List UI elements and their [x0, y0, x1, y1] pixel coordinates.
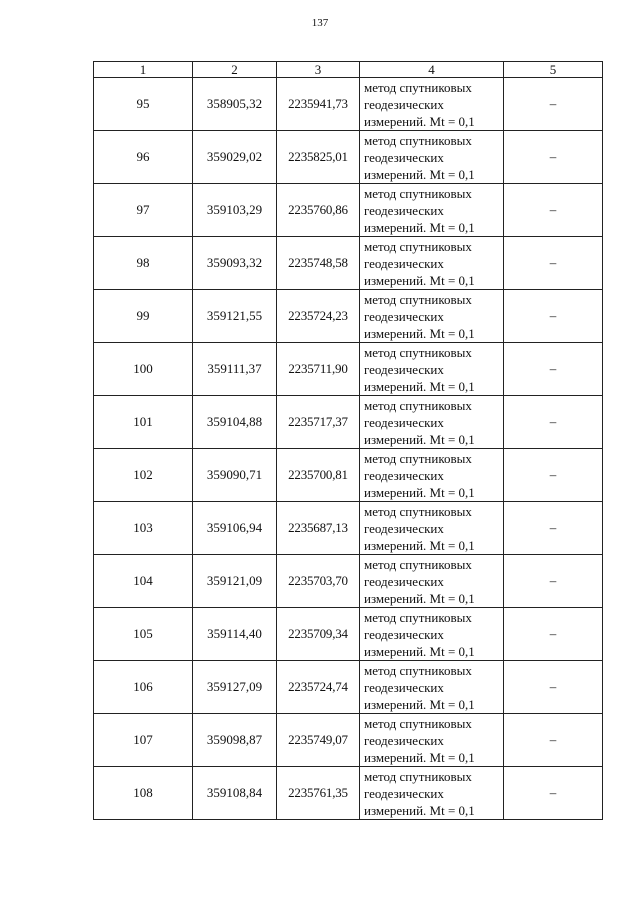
table-row — [94, 184, 603, 237]
method-description — [360, 184, 504, 237]
method-line: измерений. Mt = 0,1 — [364, 643, 475, 659]
coordinate-x: 359106,94 — [193, 502, 277, 555]
method-line: измерений. Mt = 0,1 — [364, 590, 475, 606]
coordinate-x: 359114,40 — [193, 608, 277, 661]
method-line: измерений. Mt = 0,1 — [364, 166, 475, 182]
coordinate-x: 359121,09 — [193, 555, 277, 608]
column-5-value: – — [504, 608, 603, 661]
table-row — [94, 502, 603, 555]
method-line: метод спутниковых — [364, 662, 472, 678]
column-header-2: 2 — [193, 62, 277, 78]
point-number: 104 — [94, 555, 193, 608]
coordinate-x: 359103,29 — [193, 184, 277, 237]
coordinate-x: 359090,71 — [193, 449, 277, 502]
coordinate-y: 2235711,90 — [277, 343, 360, 396]
method-line: метод спутниковых — [364, 291, 472, 307]
coordinate-y: 2235709,34 — [277, 608, 360, 661]
point-number: 95 — [94, 78, 193, 131]
method-line: измерений. Mt = 0,1 — [364, 431, 475, 447]
table-header — [94, 62, 603, 78]
method-line: геодезических — [364, 149, 444, 165]
point-number: 102 — [94, 449, 193, 502]
coordinate-y: 2235717,37 — [277, 396, 360, 449]
column-5-value: – — [504, 767, 603, 820]
table-row — [94, 131, 603, 184]
coordinate-y: 2235761,35 — [277, 767, 360, 820]
method-line: измерений. Mt = 0,1 — [364, 325, 475, 341]
method-description — [360, 237, 504, 290]
column-5-value: – — [504, 290, 603, 343]
coordinate-x: 359108,84 — [193, 767, 277, 820]
point-number: 97 — [94, 184, 193, 237]
column-5-value: – — [504, 449, 603, 502]
method-line: измерений. Mt = 0,1 — [364, 378, 475, 394]
table-row — [94, 449, 603, 502]
table-row — [94, 714, 603, 767]
method-line: измерений. Mt = 0,1 — [364, 802, 475, 818]
method-line: геодезических — [364, 732, 444, 748]
method-line: геодезических — [364, 361, 444, 377]
method-description — [360, 396, 504, 449]
method-line: геодезических — [364, 573, 444, 589]
method-line: геодезических — [364, 308, 444, 324]
method-line: метод спутниковых — [364, 132, 472, 148]
method-line: измерений. Mt = 0,1 — [364, 749, 475, 765]
column-5-value: – — [504, 237, 603, 290]
coordinate-y: 2235941,73 — [277, 78, 360, 131]
method-description — [360, 131, 504, 184]
method-line: метод спутниковых — [364, 556, 472, 572]
coordinate-y: 2235825,01 — [277, 131, 360, 184]
method-line: геодезических — [364, 414, 444, 430]
coordinate-x: 358905,32 — [193, 78, 277, 131]
method-description — [360, 343, 504, 396]
coordinate-x: 359127,09 — [193, 661, 277, 714]
point-number: 99 — [94, 290, 193, 343]
point-number: 106 — [94, 661, 193, 714]
column-5-value: – — [504, 502, 603, 555]
coordinate-y: 2235687,13 — [277, 502, 360, 555]
coordinate-x: 359029,02 — [193, 131, 277, 184]
method-line: метод спутниковых — [364, 609, 472, 625]
column-5-value: – — [504, 714, 603, 767]
method-description — [360, 767, 504, 820]
point-number: 105 — [94, 608, 193, 661]
coordinates-table — [93, 61, 603, 820]
column-5-value: – — [504, 78, 603, 131]
column-5-value: – — [504, 396, 603, 449]
table-body — [94, 78, 603, 820]
coordinate-y: 2235700,81 — [277, 449, 360, 502]
table-row — [94, 290, 603, 343]
method-description — [360, 714, 504, 767]
column-header-3: 3 — [277, 62, 360, 78]
table-row — [94, 608, 603, 661]
table-row — [94, 78, 603, 131]
column-header-4: 4 — [360, 62, 504, 78]
coordinate-y: 2235703,70 — [277, 555, 360, 608]
method-description — [360, 502, 504, 555]
column-header-5: 5 — [504, 62, 603, 78]
table-row — [94, 661, 603, 714]
point-number: 100 — [94, 343, 193, 396]
method-description — [360, 661, 504, 714]
point-number: 107 — [94, 714, 193, 767]
method-line: геодезических — [364, 679, 444, 695]
method-line: метод спутниковых — [364, 715, 472, 731]
method-line: измерений. Mt = 0,1 — [364, 537, 475, 553]
coordinate-y: 2235748,58 — [277, 237, 360, 290]
method-line: метод спутниковых — [364, 450, 472, 466]
method-line: геодезических — [364, 96, 444, 112]
method-line: измерений. Mt = 0,1 — [364, 696, 475, 712]
method-line: метод спутниковых — [364, 344, 472, 360]
point-number: 96 — [94, 131, 193, 184]
table-row — [94, 343, 603, 396]
method-line: геодезических — [364, 255, 444, 271]
point-number: 98 — [94, 237, 193, 290]
method-line: метод спутниковых — [364, 397, 472, 413]
method-line: геодезических — [364, 520, 444, 536]
page-number: 137 — [311, 17, 329, 29]
table-row — [94, 237, 603, 290]
coordinate-x: 359098,87 — [193, 714, 277, 767]
column-5-value: – — [504, 131, 603, 184]
column-5-value: – — [504, 555, 603, 608]
coordinate-x: 359111,37 — [193, 343, 277, 396]
method-description — [360, 290, 504, 343]
method-description — [360, 608, 504, 661]
method-line: геодезических — [364, 467, 444, 483]
coordinate-y: 2235760,86 — [277, 184, 360, 237]
method-description — [360, 78, 504, 131]
column-5-value: – — [504, 184, 603, 237]
table-row — [94, 555, 603, 608]
point-number: 108 — [94, 767, 193, 820]
method-line: метод спутниковых — [364, 79, 472, 95]
coordinate-y: 2235749,07 — [277, 714, 360, 767]
point-number: 103 — [94, 502, 193, 555]
table-row — [94, 767, 603, 820]
column-5-value: – — [504, 661, 603, 714]
method-line: метод спутниковых — [364, 768, 472, 784]
method-line: измерений. Mt = 0,1 — [364, 219, 475, 235]
method-line: измерений. Mt = 0,1 — [364, 484, 475, 500]
method-line: метод спутниковых — [364, 503, 472, 519]
method-line: измерений. Mt = 0,1 — [364, 113, 475, 129]
column-5-value: – — [504, 343, 603, 396]
header-row — [94, 62, 603, 78]
method-line: геодезических — [364, 785, 444, 801]
method-line: метод спутниковых — [364, 238, 472, 254]
coordinate-x: 359104,88 — [193, 396, 277, 449]
method-description — [360, 555, 504, 608]
table-row — [94, 396, 603, 449]
point-number: 101 — [94, 396, 193, 449]
coordinate-y: 2235724,23 — [277, 290, 360, 343]
method-line: метод спутниковых — [364, 185, 472, 201]
column-header-1: 1 — [94, 62, 193, 78]
method-line: измерений. Mt = 0,1 — [364, 272, 475, 288]
method-description — [360, 449, 504, 502]
coordinate-y: 2235724,74 — [277, 661, 360, 714]
coordinate-x: 359093,32 — [193, 237, 277, 290]
coordinate-x: 359121,55 — [193, 290, 277, 343]
method-line: геодезических — [364, 202, 444, 218]
method-line: геодезических — [364, 626, 444, 642]
